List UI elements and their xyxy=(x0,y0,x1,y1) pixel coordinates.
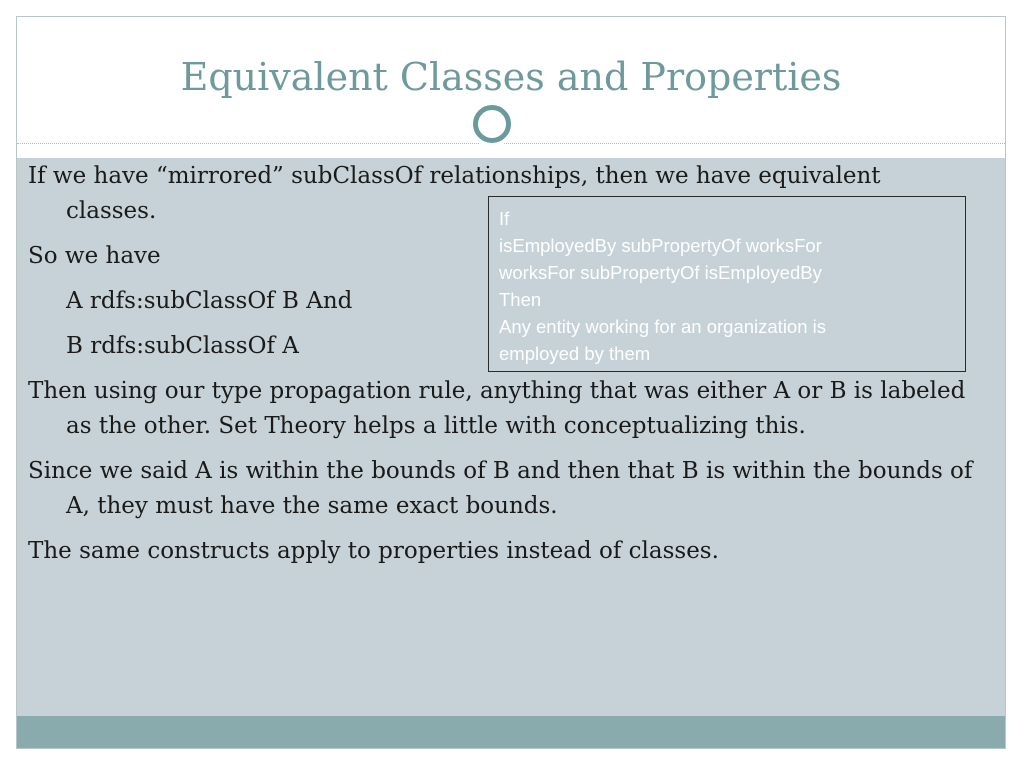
ring-ornament-icon xyxy=(469,101,515,147)
slide-title: Equivalent Classes and Properties xyxy=(180,55,842,99)
ring-inner xyxy=(473,105,511,143)
note-line: Any entity working for an organization is xyxy=(499,316,827,337)
bullet-item: So we have xyxy=(28,243,161,269)
note-line: Then xyxy=(499,289,542,310)
sub-bullet-item: A rdfs:subClassOf B And xyxy=(66,288,353,314)
note-line: If xyxy=(499,208,510,229)
note-line: isEmployedBy subPropertyOf worksFor xyxy=(499,235,822,256)
note-line: employed by them xyxy=(499,343,651,364)
bullet-item: Since we said A is within the bounds of B and then that B is within the bounds of A, they must have the same exact bounds. xyxy=(28,458,973,519)
sub-bullet-item: B rdfs:subClassOf A xyxy=(66,333,299,359)
bullet-item: If we have “mirrored” subClassOf relationships, then we have equivalent classes. xyxy=(28,163,881,224)
title-divider xyxy=(17,143,1005,144)
example-note-box xyxy=(488,196,966,372)
bullet-item: Then using our type propagation rule, anything that was either A or B is labeled as the other. Set Theory helps a little with conceptualizing this. xyxy=(28,378,966,439)
bullet-item: The same constructs apply to properties instead of classes. xyxy=(28,538,719,564)
footer-bar xyxy=(17,716,1005,749)
note-line: worksFor subPropertyOf isEmployedBy xyxy=(499,262,822,283)
